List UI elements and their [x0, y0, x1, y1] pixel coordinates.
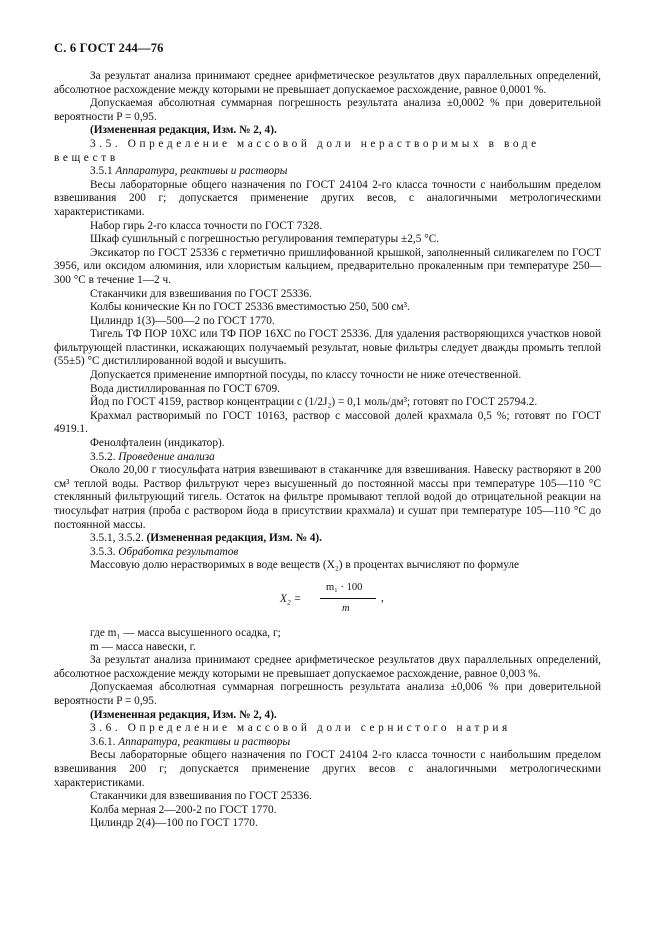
paragraph: Цилиндр 2(4)—100 по ГОСТ 1770.	[90, 817, 258, 830]
amendment-note: (Измененная редакция, Изм. № 2, 4).	[90, 708, 277, 721]
paragraph: Фенолфталеин (индикатор).	[90, 437, 225, 450]
section-heading: 3.5. Определение массовой доли нерастворимых в воде веществ	[54, 137, 540, 164]
subsection-number: 3.6.1.	[90, 735, 116, 748]
amendment-refs: 3.5.1, 3.5.2.	[90, 532, 144, 545]
paragraph: Допускаемая абсолютная суммарная погрешность результата анализа ±0,006 % при доверительной вероятности P = 0,95.	[54, 681, 601, 707]
paragraph: За результат анализа принимают среднее арифметическое результатов двух параллельных определений, абсолютное расхождение между которыми не превышает допускаемое расхождение, равное 0,0001 %.	[54, 70, 601, 96]
paragraph: Весы лабораторные общего назначения по ГОСТ 24104 2-го класса точности с наибольшим пределом взвешивания 200 г; допускается применение других весов, с аналогичными метрологическими характеристиками.	[54, 178, 601, 218]
formula-tail: ,	[381, 591, 384, 604]
paragraph: Набор гирь 2-го класса точности по ГОСТ 7328.	[90, 219, 323, 232]
formula	[90, 579, 601, 623]
paragraph: За результат анализа принимают среднее арифметическое результатов двух параллельных определений, абсолютное расхождение между которыми не превышает допускаемое расхождение, равное 0,003 %.	[54, 654, 601, 680]
paragraph: Допускается применение импортной посуды, по классу точности не ниже отечественной.	[90, 369, 522, 382]
paragraph: Массовую долю нерастворимых в воде веществ (X₂) в процентах вычисляют по формуле	[90, 559, 520, 572]
subsection-title: Аппаратура, реактивы и растворы	[118, 735, 291, 748]
paragraph: Йод по ГОСТ 4159, раствор концентрации с (1/2J₂) = 0,1 моль/дм³; готовят по ГОСТ 25794.2.	[90, 396, 538, 409]
subsection-heading	[54, 736, 601, 750]
paragraph: Вода дистиллированная по ГОСТ 6709.	[90, 382, 280, 395]
paragraph: Эксикатор по ГОСТ 25336 с герметично пришлифованной крышкой, заполненный силикагелем по ГОСТ 3956, или оксидом алюминия, или хлористым кальцием, предварительно прокаленным при температуре 250—300 °С в течение 1—2 ч.	[54, 246, 601, 286]
paragraph: Допускаемая абсолютная суммарная погрешность результата анализа ±0,0002 % при доверительной вероятности P = 0,95.	[54, 97, 601, 123]
paragraph: Крахмал растворимый по ГОСТ 10163, раствор с массовой долей крахмала 0,5 %; готовят по ГОСТ 4919.1.	[54, 409, 601, 436]
paragraph: Колбы конические Кн по ГОСТ 25336 вместимостью 250, 500 см³.	[90, 301, 410, 314]
subsection-title: Проведение анализа	[118, 450, 215, 463]
page-header: С. 6 ГОСТ 244—76	[54, 41, 164, 55]
paragraph: Стаканчики для взвешивания по ГОСТ 25336.	[90, 790, 312, 803]
subsection-heading	[54, 546, 601, 560]
paragraph: Шкаф сушильный с погрешностью регулирования температуры ±2,5 °С.	[90, 233, 440, 246]
formula-lhs: X₂ =	[280, 592, 302, 605]
paragraph: Цилиндр 1(3)—500—2 по ГОСТ 1770.	[90, 314, 275, 327]
paragraph: Около 20,00 г тиосульфата натрия взвешивают в стаканчике для взвешивания. Навеску растворяют в 200 см³ теплой воды. Раствор фильтруют через высушенный до постоянной массы при температуре 105—110 °С стеклянный фильтрующий тигель. Остаток на фильтре промывают теплой водой до отрицательной реакции на тиосульфат натрия (проба с раствором йода в присутствии крахмала) и сушат при температуре 105—110 °С до постоянной массы.	[54, 464, 601, 531]
subsection-number: 3.5.2.	[90, 450, 116, 463]
where-clause: m — масса навески, г.	[90, 640, 196, 653]
document-body	[54, 70, 601, 831]
amendment-note: (Измененная редакция, Изм. № 2, 4).	[90, 124, 277, 137]
paragraph: Тигель ТФ ПОР 10ХС или ТФ ПОР 16ХС по ГОСТ 25336. Для удаления растворяющихся участков новой фильтрующей пластинки, искажающих получаемый результат, новые фильтры следует дважды промыть теплой (55±5) °С дистиллированной водой и высушить.	[54, 328, 601, 368]
subsection-heading	[54, 451, 601, 465]
paragraph: Стаканчики для взвешивания по ГОСТ 25336.	[90, 287, 312, 300]
section-heading: 3.6. Определение массовой доли сернистого натрия	[90, 722, 511, 735]
formula-numerator: m₁ · 100	[326, 581, 363, 593]
subsection-title: Обработка результатов	[118, 545, 239, 558]
subsection-heading	[54, 165, 601, 179]
where-clause: где m₁ — масса высушенного осадка, г;	[90, 626, 281, 639]
amendment-note	[54, 532, 601, 546]
subsection-number: 3.5.1	[90, 165, 113, 178]
subsection-title: Аппаратура, реактивы и растворы	[115, 165, 288, 178]
formula-denominator: m	[342, 602, 350, 614]
paragraph: Весы лабораторные общего назначения по ГОСТ 24104 2-го класса точности с наибольшим пределом взвешивания 200 г; допускается применение других весов с аналогичными метрологическими характеристиками.	[54, 749, 601, 789]
subsection-number: 3.5.3.	[90, 545, 116, 558]
paragraph: Колба мерная 2—200-2 по ГОСТ 1770.	[90, 803, 277, 816]
fraction-bar	[320, 598, 376, 599]
amendment-text: (Измененная редакция, Изм. № 4).	[146, 532, 322, 545]
